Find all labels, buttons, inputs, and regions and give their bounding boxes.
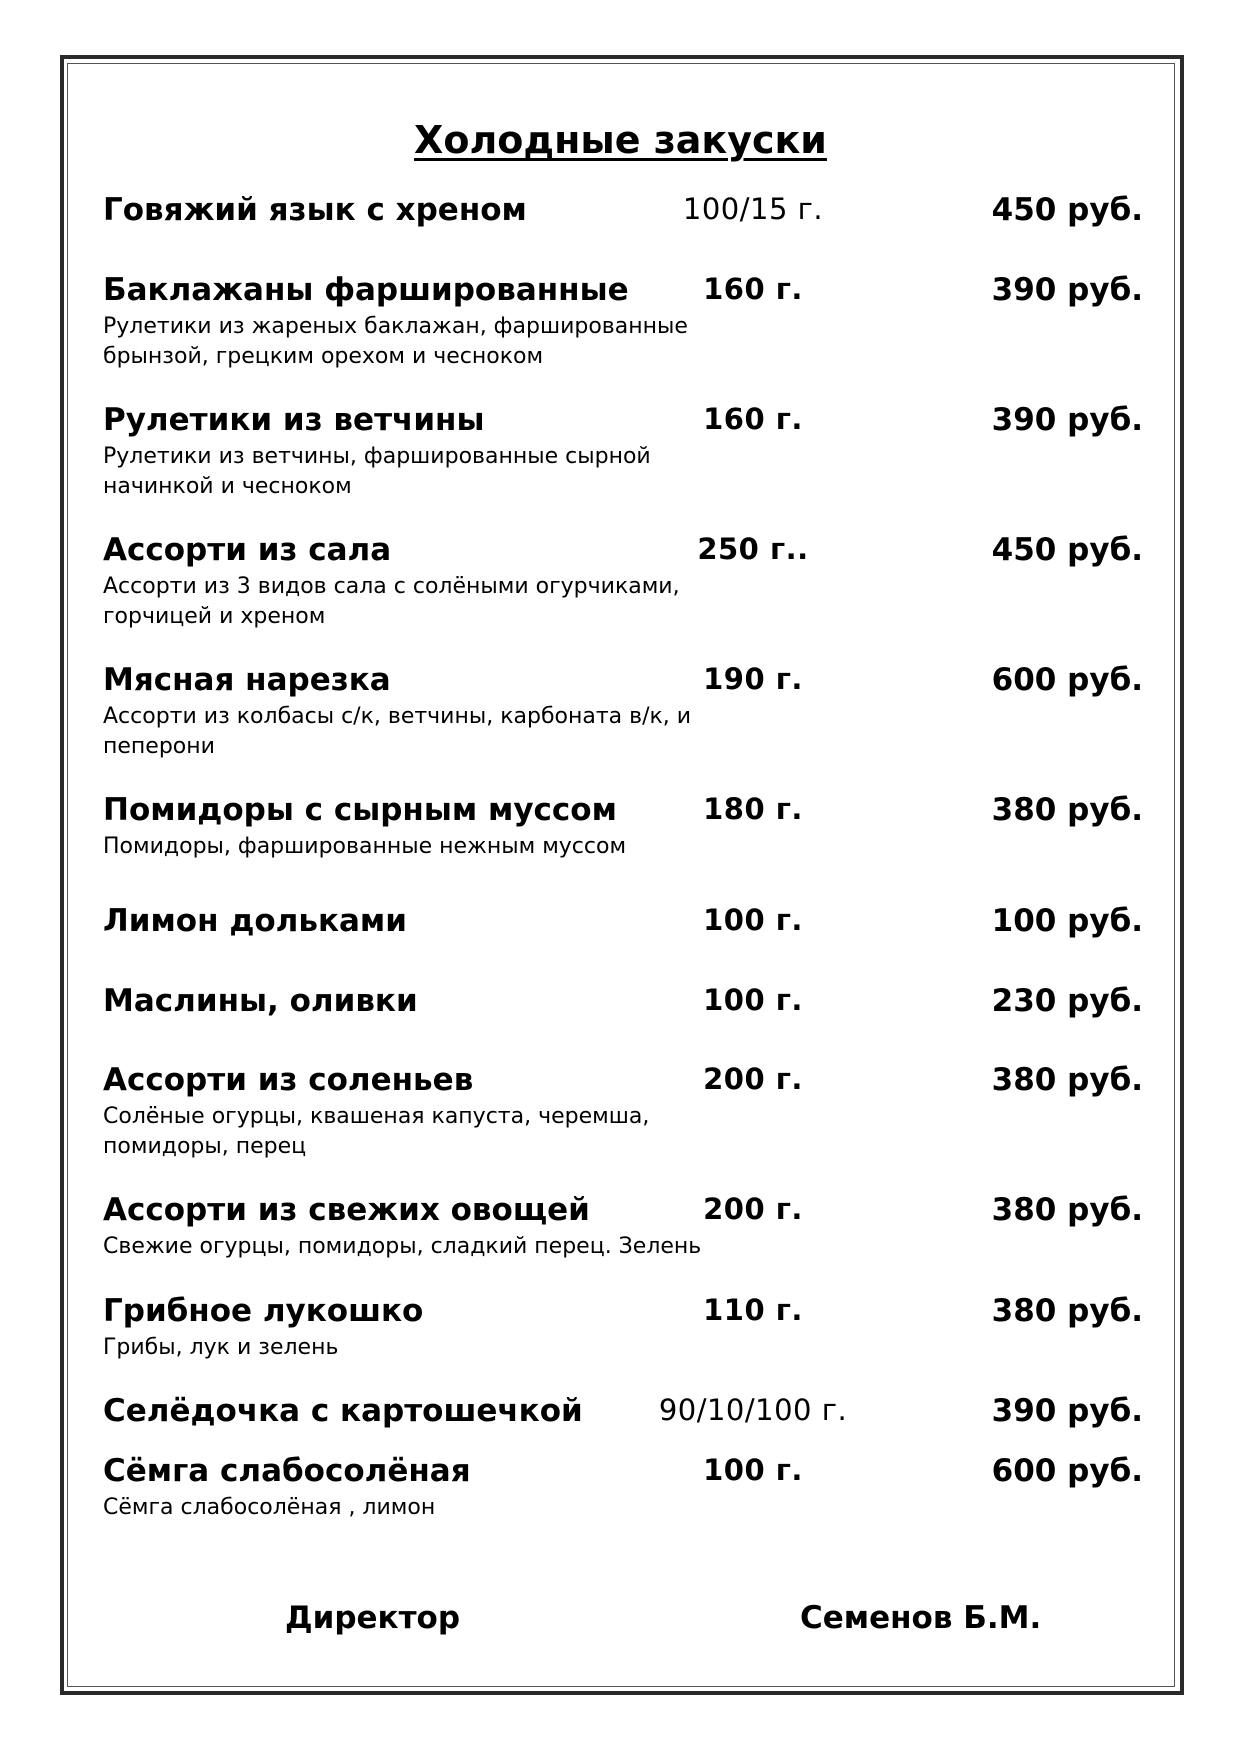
item-weight: 200 г. <box>703 1192 803 1226</box>
item-price: 380 руб. <box>991 1293 1143 1329</box>
item-weight: 90/10/100 г. <box>658 1393 848 1427</box>
item-weight: 200 г. <box>703 1062 803 1096</box>
item-price: 380 руб. <box>991 1192 1143 1228</box>
menu-item <box>103 532 1143 632</box>
item-weight: 160 г. <box>703 272 803 306</box>
item-price: 390 руб. <box>991 272 1143 308</box>
menu-item <box>103 402 1143 502</box>
item-name: Ассорти из соленьев <box>103 1062 474 1098</box>
footer-signatory: Семенов Б.М. <box>800 1600 1042 1636</box>
item-description: Помидоры, фаршированные нежным муссом <box>103 834 627 859</box>
item-price: 230 руб. <box>991 983 1143 1019</box>
item-description: Сёмга слабосолёная , лимон <box>103 1495 436 1520</box>
menu-item <box>103 192 1143 232</box>
menu-item <box>103 792 1143 862</box>
menu-item <box>103 272 1143 372</box>
item-price: 100 руб. <box>991 903 1143 939</box>
item-weight: 250 г.. <box>697 532 809 566</box>
item-name: Ассорти из сала <box>103 532 392 568</box>
item-price: 600 руб. <box>991 1453 1143 1489</box>
item-weight: 190 г. <box>703 662 803 696</box>
item-weight: 100 г. <box>703 903 803 937</box>
menu-item <box>103 903 1143 943</box>
item-price: 380 руб. <box>991 792 1143 828</box>
footer-role: Директор <box>285 1600 461 1636</box>
item-price: 600 руб. <box>991 662 1143 698</box>
item-price: 390 руб. <box>991 1393 1143 1429</box>
item-name: Лимон дольками <box>103 903 407 939</box>
item-name: Мясная нарезка <box>103 662 391 698</box>
item-weight: 180 г. <box>703 792 803 826</box>
item-name: Сёмга слабосолёная <box>103 1453 471 1489</box>
item-weight: 100/15 г. <box>682 192 824 226</box>
item-price: 390 руб. <box>991 402 1143 438</box>
item-description: Свежие огурцы, помидоры, сладкий перец. Зелень <box>103 1234 702 1259</box>
item-name: Ассорти из свежих овощей <box>103 1192 590 1228</box>
item-name: Говяжий язык с хреном <box>103 192 527 228</box>
item-description: Ассорти из колбасы с/к, ветчины, карбоната в/к, и пеперони <box>103 704 692 759</box>
item-description: Ассорти из 3 видов сала с солёными огурчиками, горчицей и хреном <box>103 574 680 629</box>
page-title: Холодные закуски <box>414 118 827 162</box>
menu-item <box>103 1293 1143 1363</box>
item-weight: 110 г. <box>703 1293 803 1327</box>
menu-item <box>103 1393 1143 1433</box>
item-weight: 100 г. <box>703 1453 803 1487</box>
item-description: Грибы, лук и зелень <box>103 1335 339 1360</box>
item-name: Маслины, оливки <box>103 983 418 1019</box>
item-price: 450 руб. <box>991 532 1143 568</box>
menu-item <box>103 983 1143 1023</box>
item-weight: 100 г. <box>703 983 803 1017</box>
item-name: Рулетики из ветчины <box>103 402 485 438</box>
item-name: Помидоры с сырным муссом <box>103 792 617 828</box>
item-price: 450 руб. <box>991 192 1143 228</box>
item-weight: 160 г. <box>703 402 803 436</box>
item-description: Рулетики из ветчины, фаршированные сырной начинкой и чесноком <box>103 444 651 499</box>
item-description: Солёные огурцы, квашеная капуста, черемша, помидоры, перец <box>103 1104 650 1159</box>
item-description: Рулетики из жареных баклажан, фаршированные брынзой, грецким орехом и чесноком <box>103 314 688 369</box>
item-name: Селёдочка с картошечкой <box>103 1393 583 1429</box>
menu-item <box>103 1453 1143 1523</box>
item-price: 380 руб. <box>991 1062 1143 1098</box>
menu-item <box>103 1062 1143 1162</box>
item-name: Баклажаны фаршированные <box>103 272 629 308</box>
item-name: Грибное лукошко <box>103 1293 424 1329</box>
menu-item <box>103 1192 1143 1262</box>
menu-item <box>103 662 1143 762</box>
